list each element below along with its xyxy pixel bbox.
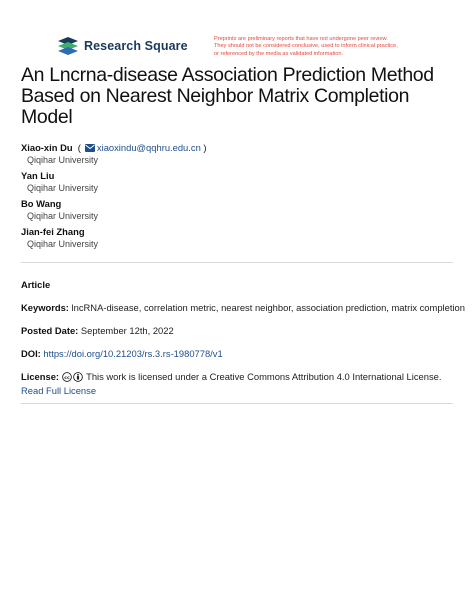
research-square-logo-icon <box>57 37 79 55</box>
author-name: Jian-fei Zhang <box>21 226 85 237</box>
keywords-row <box>21 301 465 314</box>
author-entry <box>21 225 461 251</box>
research-square-logo[interactable] <box>57 37 188 55</box>
doi-link[interactable]: https://doi.org/10.21203/rs.3.rs-1980778/v1 <box>43 348 223 359</box>
disclaimer-line: or referenced by the media as validated information. <box>214 50 344 57</box>
author-affiliation: Qiqihar University <box>27 211 99 221</box>
doi-row <box>21 347 461 360</box>
author-name: Xiao-xin Du <box>21 142 73 153</box>
license-label: License: <box>21 371 60 382</box>
header <box>0 0 474 64</box>
disclaimer-line: Preprints are preliminary reports that have not undergone peer review. <box>214 36 388 42</box>
logo-text: Research Square <box>84 39 188 53</box>
author-email-link[interactable]: xiaoxindu@qqhru.edu.cn <box>96 142 201 153</box>
divider <box>21 403 453 404</box>
preprint-disclaimer <box>214 36 454 58</box>
license-row <box>21 370 461 383</box>
author-affiliation: Qiqihar University <box>27 183 99 193</box>
author-entry <box>21 197 461 223</box>
doi-label: DOI: <box>21 348 41 359</box>
author-name: Yan Liu <box>21 170 55 181</box>
author-name: Bo Wang <box>21 198 62 209</box>
disclaimer-line: They should not be considered conclusive, used to inform clinical practice, <box>214 43 398 50</box>
attribution-icon <box>73 372 83 382</box>
author-affiliation: Qiqihar University <box>27 239 99 249</box>
mail-icon <box>85 144 95 152</box>
posted-date-label: Posted Date: <box>21 325 79 336</box>
posted-date-row <box>21 324 461 337</box>
article-type: Article <box>21 279 51 290</box>
read-full-license-link[interactable]: Read Full License <box>21 385 97 396</box>
author-entry <box>21 169 461 195</box>
author-list <box>21 141 461 253</box>
author-entry: Xiao-xin Du ( xiaoxindu@qqhru.edu.cn ) Qiqihar University <box>21 141 461 167</box>
paper-title: An Lncrna-disease Association Prediction Method Based on Nearest Neighbor Matrix Completion Model <box>21 64 434 128</box>
keywords-text: lncRNA-disease, correlation metric, nearest neighbor, association prediction, matrix completion <box>71 302 465 313</box>
license-text: This work is licensed under a Creative Commons Attribution 4.0 International License. <box>86 371 442 382</box>
divider <box>21 262 453 263</box>
keywords-label: Keywords: <box>21 302 69 313</box>
posted-date: September 12th, 2022 <box>80 325 174 336</box>
svg-text:cc: cc <box>63 375 70 381</box>
creative-commons-icon <box>62 372 72 382</box>
author-affiliation: Qiqihar University <box>27 155 99 165</box>
read-license-row <box>21 384 461 397</box>
